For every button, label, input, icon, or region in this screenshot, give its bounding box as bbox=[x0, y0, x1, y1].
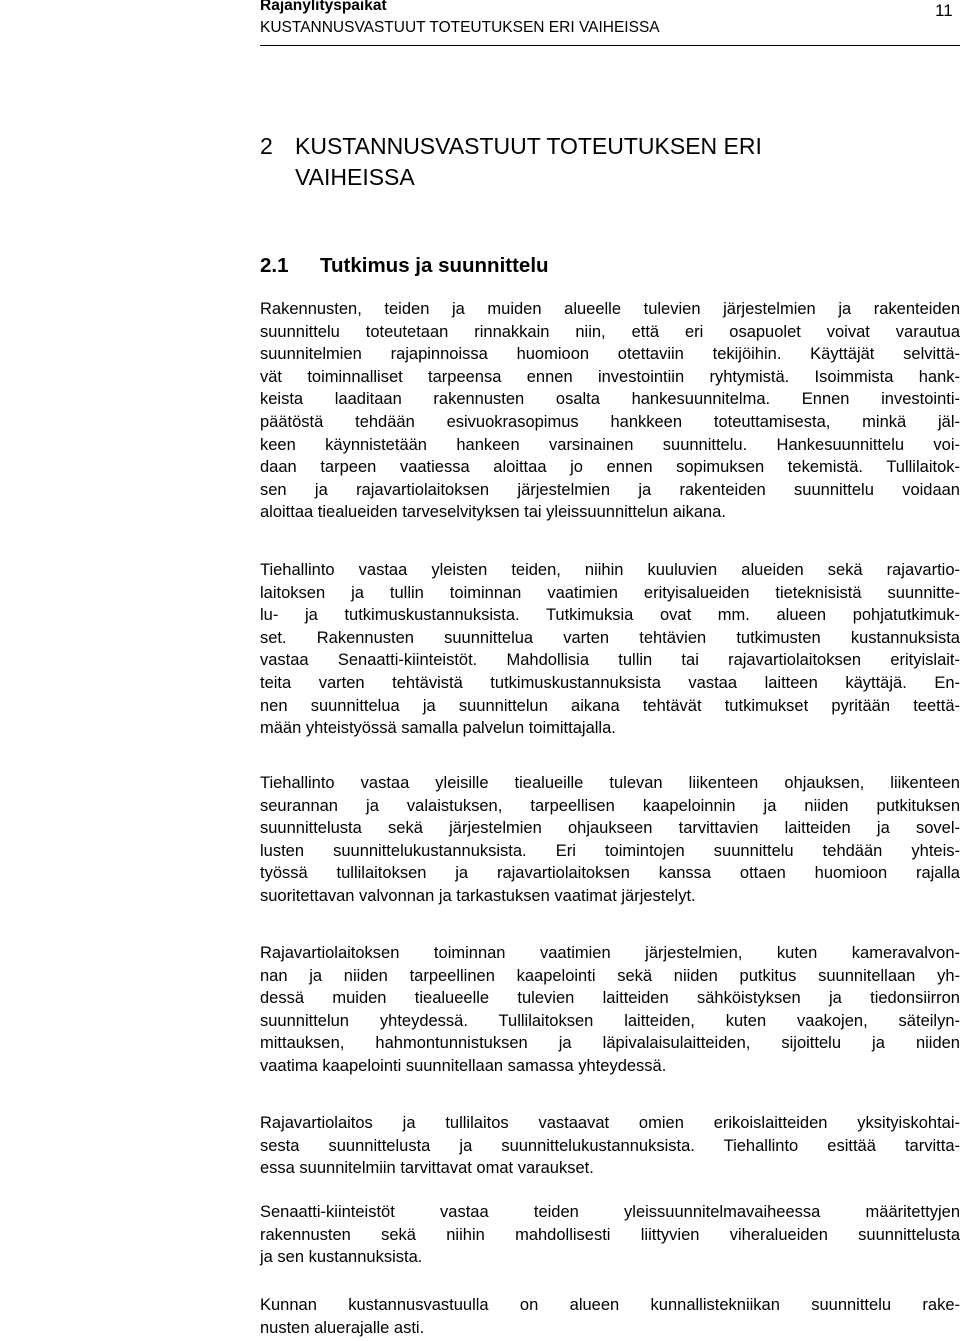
paragraph-line: mittauksen, hahmontunnistuksen ja läpivalaisulaitteiden, sijoittelu ja niiden bbox=[260, 1034, 960, 1053]
paragraph-line: lu- ja tutkimuskustannuksista. Tutkimuksia ovat mm. alueen pohjatutkimuk- bbox=[260, 606, 960, 625]
section-number: 2.1 bbox=[260, 254, 289, 277]
paragraph-line: sesta suunnittelusta ja suunnittelukustannuksista. Tiehallinto esittää tarvitta- bbox=[260, 1136, 960, 1155]
paragraph-line: suunnitelmien rajapinnoissa huomioon otettaviin tekijöihin. Käyttäjät selvittä- bbox=[260, 345, 960, 364]
body-paragraph bbox=[260, 298, 960, 524]
paragraph-line: Rajavartiolaitoksen toiminnan vaatimien järjestelmien, kuten kameravalvon- bbox=[260, 944, 960, 962]
paragraph-line: rakennusten sekä niihin mahdollisesti liittyvien viheralueiden suunnittelusta bbox=[260, 1225, 960, 1244]
body-paragraph bbox=[260, 1201, 960, 1269]
paragraph-line: vät toiminnalliset tarpeensa ennen investointiin ryhtymistä. Isoimmista hank- bbox=[260, 367, 960, 386]
paragraph-line: set. Rakennusten suunnittelua varten tehtävien tutkimusten kustannuksista bbox=[260, 628, 960, 647]
paragraph-line: dessä muiden tiealueelle tulevien laitteiden sähköistyksen ja tiedonsiirron bbox=[260, 989, 960, 1008]
paragraph-line: suunnittelu toteutetaan rinnakkain niin, että eri osapuolet voivat varautua bbox=[260, 322, 960, 341]
paragraph-line: nen suunnittelua ja suunnittelun aikana tehtävät tutkimukset pyritään teettä- bbox=[260, 696, 960, 715]
paragraph-line: työssä tullilaitoksen ja rajavartiolaitoksen kanssa ottaen huomioon rajalla bbox=[260, 864, 960, 883]
body-paragraph bbox=[260, 559, 960, 740]
paragraph-line: ja sen kustannuksista. bbox=[260, 1248, 423, 1267]
paragraph-line: seurannan ja valaistuksen, tarpeellisen kaapeloinnin ja niiden putkituksen bbox=[260, 796, 960, 815]
paragraph-line: essa suunnitelmiin tarvittavat omat varaukset. bbox=[260, 1159, 594, 1178]
paragraph-line: Tiehallinto vastaa yleisten teiden, niihin kuuluvien alueiden sekä rajavartio- bbox=[260, 561, 960, 579]
paragraph-line: suunnittelusta sekä järjestelmien ohjaukseen tarvittavien laitteiden ja sovel- bbox=[260, 819, 960, 838]
page-number: 11 bbox=[935, 1, 953, 20]
paragraph-line: Rakennusten, teiden ja muiden alueelle tulevien järjestelmien ja rakenteiden bbox=[260, 300, 960, 318]
body-paragraph bbox=[260, 1294, 960, 1339]
paragraph-line: suunnittelun yhteydessä. Tullilaitoksen laitteiden, kuten vaakojen, säteilyn- bbox=[260, 1011, 960, 1030]
paragraph-line: lusten suunnittelukustannuksista. Eri toimintojen suunnittelu tehdään yhteis- bbox=[260, 841, 960, 860]
paragraph-line: Tiehallinto vastaa yleisille tiealueille tulevan liikenteen ohjauksen, liikenteen bbox=[260, 774, 960, 792]
paragraph-line: aloittaa tiealueiden tarveselvityksen tai yleissuunnittelun aikana. bbox=[260, 503, 726, 522]
paragraph-line: nan ja niiden tarpeellinen kaapelointi sekä niiden putkitus suunnitellaan yh- bbox=[260, 966, 960, 985]
paragraph-line: vaatima kaapelointi suunnitellaan samassa yhteydessä. bbox=[260, 1056, 667, 1075]
chapter-title-line: VAIHEISSA bbox=[295, 164, 415, 190]
body-paragraph bbox=[260, 772, 960, 908]
paragraph-line: Kunnan kustannusvastuulla on alueen kunnallistekniikan suunnittelu rake- bbox=[260, 1296, 960, 1314]
paragraph-line: laitoksen ja tullin toiminnan vaatimien erityisalueiden tieteknisistä suunnitte- bbox=[260, 583, 960, 602]
chapter-title-line: KUSTANNUSVASTUUT TOTEUTUKSEN ERI bbox=[295, 133, 762, 159]
paragraph-line: suoritettavan valvonnan ja tarkastuksen vaatimat järjestelyt. bbox=[260, 886, 696, 905]
paragraph-line: nusten aluerajalle asti. bbox=[260, 1318, 425, 1337]
paragraph-line: sen ja rajavartiolaitoksen järjestelmien ja rakenteiden suunnittelu voidaan bbox=[260, 480, 960, 499]
body-paragraph bbox=[260, 1112, 960, 1180]
body-paragraph bbox=[260, 942, 960, 1078]
paragraph-line: keista laaditaan rakennusten osalta hankesuunnitelma. Ennen investointi- bbox=[260, 390, 960, 409]
paragraph-line: Rajavartiolaitos ja tullilaitos vastaavat omien erikoislaitteiden yksityiskohtai- bbox=[260, 1114, 960, 1132]
chapter-running-title: KUSTANNUSVASTUUT TOTEUTUKSEN ERI VAIHEISSA bbox=[260, 19, 660, 36]
paragraph-line: daan tarpeen vaatiessa aloittaa jo ennen sopimuksen tekemistä. Tullilaitok- bbox=[260, 458, 960, 477]
paragraph-line: teita varten tehtävistä tutkimuskustannuksista vastaa laitteen käyttäjä. En- bbox=[260, 673, 960, 692]
paragraph-line: mään yhteistyössä samalla palvelun toimittajalla. bbox=[260, 719, 616, 738]
chapter-title bbox=[295, 131, 895, 193]
section-title: Tutkimus ja suunnittelu bbox=[320, 254, 549, 277]
paragraph-line: vastaa Senaatti-kiinteistöt. Mahdollisia tullin tai rajavartiolaitoksen erityislait- bbox=[260, 651, 960, 670]
chapter-number: 2 bbox=[260, 133, 273, 159]
paragraph-line: Senaatti-kiinteistöt vastaa teiden yleissuunnitelmavaiheessa määritettyjen bbox=[260, 1203, 960, 1221]
document-title: Rajanylityspaikat bbox=[260, 0, 387, 14]
paragraph-line: keen käynnistetään hankeen varsinainen suunnittelu. Hankesuunnittelu voi- bbox=[260, 435, 960, 454]
paragraph-line: päätöstä tehdään esivuokrasopimus hankkeen toteuttamisesta, minkä jäl- bbox=[260, 412, 960, 431]
header-divider bbox=[260, 45, 960, 46]
